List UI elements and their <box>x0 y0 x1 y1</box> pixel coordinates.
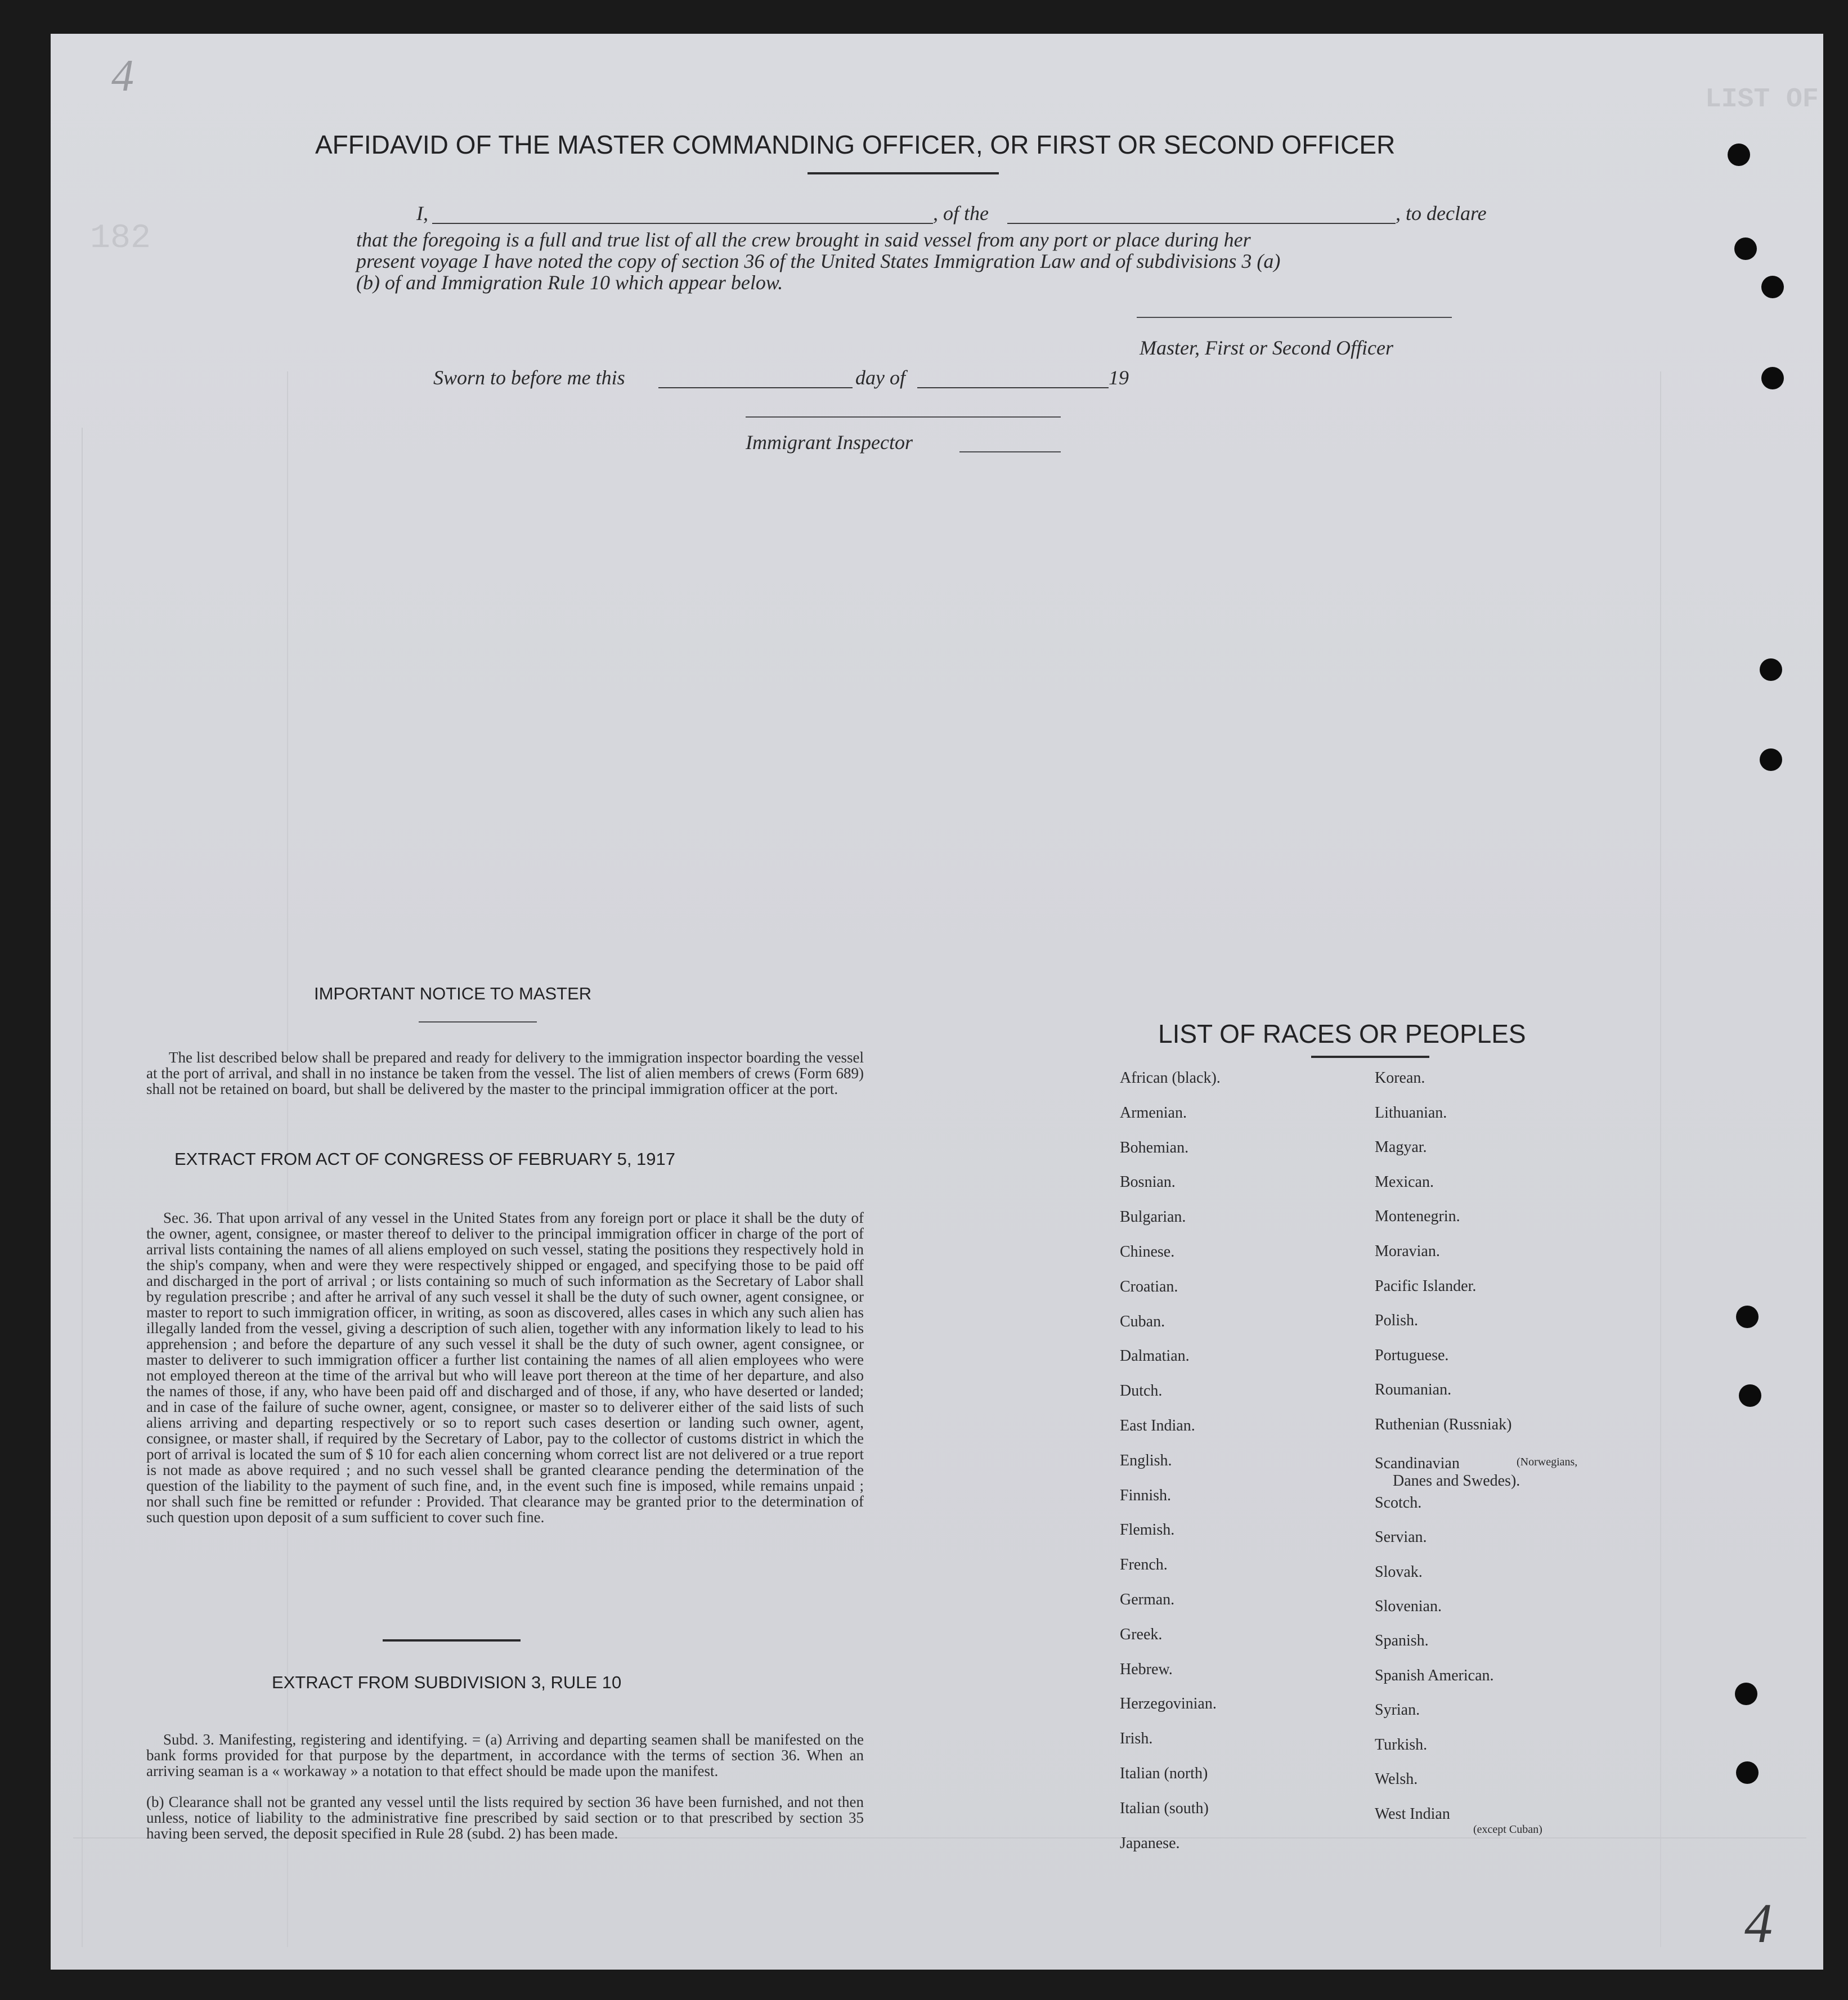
race-right-item: Servian. <box>1375 1528 1427 1546</box>
race-right-item: Welsh. <box>1375 1770 1418 1788</box>
section-divider <box>383 1639 521 1642</box>
punch-hole <box>1736 1306 1759 1328</box>
month-blank <box>917 387 1109 388</box>
race-right-item: Pacific Islander. <box>1375 1277 1477 1295</box>
scandinavian-note-cont: Danes and Swedes). <box>1393 1472 1520 1490</box>
race-left-item: Irish. <box>1120 1730 1153 1748</box>
declaration-line-4: (b) of and Immigration Rule 10 which appear below. <box>356 271 783 294</box>
day-of-label: day of <box>855 366 905 389</box>
bleed-through-line <box>1660 371 1661 1947</box>
signature-label: Master, First or Second Officer <box>1140 337 1393 359</box>
race-right-item: Roumanian. <box>1375 1381 1452 1398</box>
race-right-item: Spanish. <box>1375 1632 1429 1649</box>
inspector-label: Immigrant Inspector <box>746 431 913 454</box>
day-blank <box>658 387 853 388</box>
race-left-item: Hebrew. <box>1120 1660 1173 1678</box>
sworn-label: Sworn to before me this <box>433 366 625 389</box>
race-left-item: Italian (south) <box>1120 1799 1209 1817</box>
punch-hole <box>1761 276 1784 298</box>
race-right-item: Mexican. <box>1375 1173 1434 1191</box>
act-extract-title: EXTRACT FROM ACT OF CONGRESS OF FEBRUARY 5, 1917 <box>174 1149 676 1169</box>
race-right-item: Syrian. <box>1375 1701 1420 1719</box>
race-left-item: Flemish. <box>1120 1521 1175 1539</box>
punch-hole <box>1760 658 1782 681</box>
year-prefix: 19 <box>1109 366 1129 389</box>
race-left-item: French. <box>1120 1556 1168 1574</box>
race-left-item: Dalmatian. <box>1120 1347 1190 1365</box>
punch-hole <box>1734 237 1757 260</box>
race-right-item: Portuguese. <box>1375 1347 1449 1364</box>
inspector-blank <box>959 451 1061 452</box>
signature-line <box>1137 317 1452 318</box>
affidavit-title: AFFIDAVID OF THE MASTER COMMANDING OFFICER, OR FIRST OR SECOND OFFICER <box>315 130 1396 159</box>
race-left-item: Chinese. <box>1120 1243 1175 1261</box>
race-left-item: Bosnian. <box>1120 1173 1176 1191</box>
act-extract-text: Sec. 36. That upon arrival of any vessel in the United States from any foreign port or place it shall be the duty of the owner, agent, consignee, or master thereof to deliver to the principal immigration officer in charge of the port of arrival lists containing the names of all aliens employed on such vessel, stating the positions they respectively hold in the ship's company, when and were they were respectively shipped or engaged, and specifying those to be paid off and discharged in the port of arrival ; or lists containing so much of such information as the Secretary of Labor shall by regulation prescribe ; and after he arrival of any such vessel it shall be the duty of such owner, agent consignee, or master to report to such immigration officer, in writing, as soon as discovered, alles cases in which any such alien has illegally landed from the vessel, giving a description of such alien, together with any information likely to lead to his apprehension ; and before the departure of any such vessel it shall be the duty of such owner, agent consignee, or master to deliverer to such immigration officer a further list containing the names of all alien employees who were not employed thereon at the time of the arrival but who will leave port thereon at the time of her departure, and also the names of those, if any, who have been paid off and discharged and of those, if any, who have deserted or landed; and in case of the failure of suche owner, agent, consignee, or master so to deliverer either of the said lists of such aliens arriving and departing respectively or so to report such cases desertion or landing such owner, agent, consignee, or master shall, if required by the Secretary of Labor, pay to the collector of customs district in which the port of arrival is located the sum of $ 10 for each alien concerning whom correct list are not delivered or a true report is not made as above required ; and no such vessel shall be granted clearance pending the determination of the question of the liability to the payment of such fine, and, in the event such fine is imposed, while remains unpaid ; nor shall such fine be remitted or refunder : Provided. That clearance may be granted prior to the determination of such question upon deposit of a sum sufficient to cover such fine. <box>146 1209 864 1526</box>
race-right-item: Korean. <box>1375 1069 1425 1087</box>
document-page <box>51 34 1823 1970</box>
race-right-item: Scotch. <box>1375 1494 1422 1512</box>
inspector-signature-line <box>746 416 1061 418</box>
declaration-line-2: that the foregoing is a full and true list of all the crew brought in said vessel from any port or place during her <box>356 228 1251 251</box>
race-right-item: Magyar. <box>1375 1138 1427 1156</box>
punch-hole <box>1728 144 1750 166</box>
race-left-item: Armenian. <box>1120 1104 1187 1122</box>
notice-underline <box>419 1021 537 1023</box>
rule-extract-title: EXTRACT FROM SUBDIVISION 3, RULE 10 <box>272 1672 622 1692</box>
race-left-item: German. <box>1120 1591 1175 1608</box>
race-right-item: Slovenian. <box>1375 1598 1442 1615</box>
declaration-line-3: present voyage I have noted the copy of section 36 of the United States Immigration Law and of subdivisions 3 (a) <box>356 250 1281 272</box>
race-left-item: Croatian. <box>1120 1277 1178 1295</box>
punch-hole <box>1761 367 1784 389</box>
punch-hole <box>1739 1384 1761 1407</box>
punch-hole <box>1736 1761 1759 1784</box>
race-right-item: West Indian <box>1375 1805 1450 1823</box>
race-right-item: Scandinavian <box>1375 1455 1460 1472</box>
race-left-item: Bohemian. <box>1120 1138 1189 1156</box>
title-underline <box>808 172 999 174</box>
west-indian-note: (except Cuban) <box>1473 1823 1542 1836</box>
race-left-item: Dutch. <box>1120 1382 1163 1400</box>
races-underline <box>1311 1056 1429 1058</box>
declaration-line-1 <box>416 201 1514 230</box>
race-left-item: Herzegovinian. <box>1120 1695 1217 1713</box>
margin-number-top: 4 <box>111 51 134 101</box>
race-left-item: Italian (north) <box>1120 1765 1208 1782</box>
race-left-item: Finnish. <box>1120 1486 1172 1504</box>
notice-text: The list described below shall be prepared and ready for delivery to the immigration inspector boarding the vessel at the port of arrival, and shall in no instance be taken from the vessel. The list of alien members of crews (Form 689) shall not be retained on board, but shall be delivered by the master to the principal immigration officer at the port. <box>146 1049 864 1097</box>
race-left-item: Greek. <box>1120 1625 1163 1643</box>
vessel-blank <box>1007 223 1396 224</box>
bleed-through-text: 182 <box>90 219 151 258</box>
race-right-item: Spanish American. <box>1375 1667 1494 1684</box>
race-left-item: Japanese. <box>1120 1834 1180 1852</box>
race-right-item: Moravian. <box>1375 1243 1440 1260</box>
race-right-item: Montenegrin. <box>1375 1208 1460 1225</box>
race-left-item: Cuban. <box>1120 1312 1165 1330</box>
race-left-item: English. <box>1120 1451 1172 1469</box>
punch-hole <box>1735 1683 1757 1705</box>
rule-extract-text-a: Subd. 3. Manifesting, registering and identifying. = (a) Arriving and departing seamen shall be manifested on the bank forms provided for that purpose by the department, in accordance with the terms of section 36. When an arriving seaman is a « workaway » a notation to that effect should be made upon the manifest. <box>146 1731 864 1779</box>
rule-extract-text-b: (b) Clearance shall not be granted any vessel until the lists required by section 36 have been furnished, and not then unless, notice of liability to the administrative fine prescribed by said section or to that prescribed by section 35 having been served, the deposit specified in Rule 28 (subd. 2) has been made. <box>146 1793 864 1842</box>
sworn-line <box>433 366 1221 394</box>
declare-label: , to declare <box>1396 202 1487 225</box>
race-right-item: Slovak. <box>1375 1563 1423 1581</box>
race-left-item: African (black). <box>1120 1069 1221 1087</box>
races-title: LIST OF RACES OR PEOPLES <box>1158 1019 1526 1048</box>
vessel-label: , of the <box>933 202 989 225</box>
race-right-item: Lithuanian. <box>1375 1104 1447 1122</box>
bleed-through-line <box>82 428 83 1947</box>
race-left-item: East Indian. <box>1120 1417 1195 1434</box>
race-right-item: Turkish. <box>1375 1736 1428 1754</box>
margin-number-bottom: 4 <box>1744 1892 1773 1954</box>
notice-title: IMPORTANT NOTICE TO MASTER <box>314 984 592 1003</box>
race-left-item: Bulgarian. <box>1120 1208 1186 1226</box>
bleed-through-text: LIST OF <box>1705 84 1819 115</box>
scandinavian-note: (Norwegians, <box>1517 1456 1578 1468</box>
declarant-blank <box>432 223 933 224</box>
race-right-item: Polish. <box>1375 1312 1419 1329</box>
declarant-label: I, <box>416 202 428 225</box>
punch-hole <box>1760 748 1782 771</box>
race-right-item: Ruthenian (Russniak) <box>1375 1416 1512 1433</box>
